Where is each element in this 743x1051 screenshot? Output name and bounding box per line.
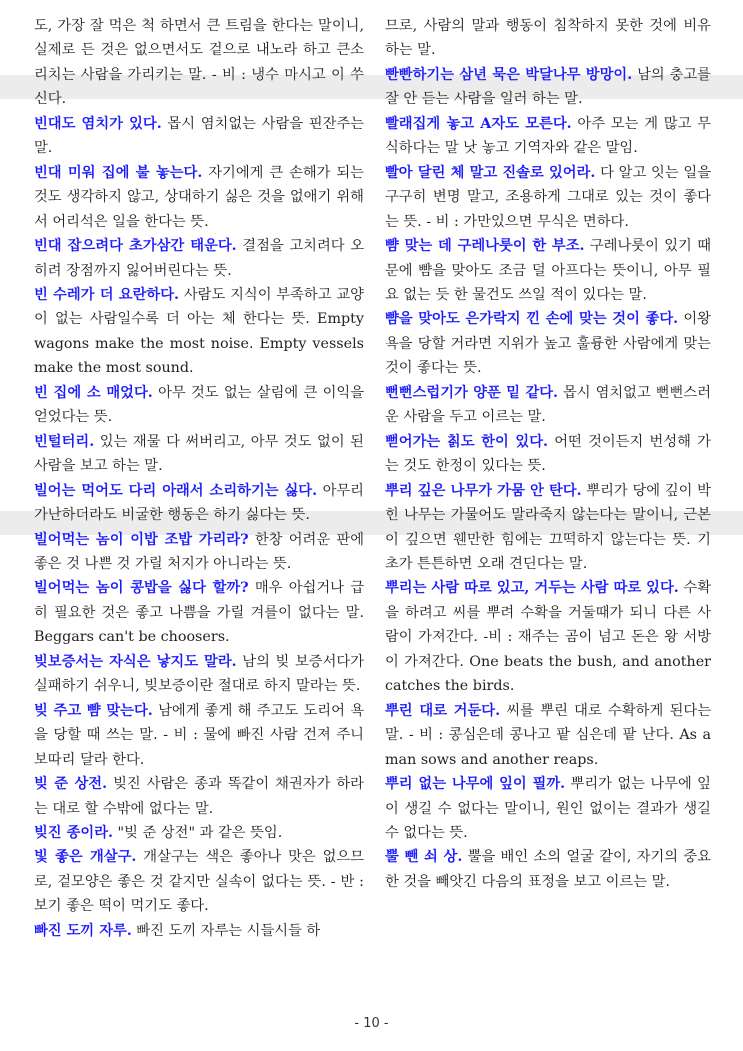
proverb-entry [34, 381, 364, 430]
proverb-entry [34, 528, 364, 577]
proverb-term: 빚 주고 뺨 맞는다. [34, 702, 153, 719]
proverb-entry [385, 479, 711, 577]
proverb-entry [34, 576, 364, 649]
proverb-term: 빈대도 염치가 있다. [34, 115, 162, 132]
proverb-term: 빈 수레가 더 요란하다. [34, 286, 180, 303]
proverb-entry [34, 845, 364, 918]
proverb-definition: 빠진 도끼 자루는 시들시들 하 [131, 922, 321, 939]
proverb-entry [34, 161, 364, 234]
proverb-definition: 결점을 고치려다 오히려 장점까지 잃어버린다는 뜻. [34, 238, 365, 279]
proverb-term: 빤빤하기는 삼년 묵은 박달나무 방망이. [385, 66, 633, 83]
proverb-definition: 몹시 염치없고 뻔뻔스러운 사람을 두고 이르는 말. [385, 384, 711, 426]
proverb-term: 뿌리는 사람 따로 있고, 거두는 사람 따로 있다. [385, 580, 679, 597]
proverb-definition: 므로, 사람의 말과 행동이 침착하지 못한 것에 비유하는 말. [385, 18, 711, 59]
proverb-term: 뿔 뺀 쇠 상. [385, 849, 463, 866]
proverb-entry [34, 699, 364, 772]
proverb-definition: 사람도 지식이 부족하고 교양이 없는 사람일수록 더 아는 체 한다는 뜻. Empty wagons make the most noise. Empty vessels make the most sound. [34, 286, 364, 377]
proverb-entry [34, 821, 364, 845]
proverb-term: 빨아 달린 체 말고 진솔로 있어라. [385, 164, 596, 181]
proverb-definition: 아무 것도 없는 살림에 큰 이익을 얻었다는 뜻. [34, 384, 364, 426]
proverb-definition: 개살구는 색은 좋아나 맛은 없으므로, 겉모양은 좋은 것 같지만 실속이 없다는 뜻. - 반 : 보기 좋은 떡이 먹기도 좋다. [34, 849, 364, 915]
proverb-term: 빈털터리. [34, 433, 95, 450]
proverb-definition: 다 알고 잇는 일을 구구히 변명 말고, 조용하게 그대로 있는 것이 좋다는 뜻. - 비 : 가만있으면 무식은 면하다. [385, 164, 711, 230]
proverb-definition: 몹시 염치없는 사람을 핀잔주는 말. [34, 115, 365, 157]
proverb-definition: 자기에게 큰 손해가 되는 것도 생각하지 않고, 상대하기 싫은 것을 없애기 위해서 어리석은 일을 한다는 뜻. [34, 164, 364, 230]
proverb-term: 빈대 잡으려다 초가삼간 태운다. [34, 238, 237, 255]
proverb-definition: "빚 준 상전" 과 같은 뜻임. [113, 824, 283, 841]
proverb-entry [385, 161, 711, 234]
proverb-entry [34, 479, 364, 528]
proverb-term: 빈대 미워 집에 불 놓는다. [34, 164, 203, 181]
proverb-term: 뿌린 대로 거둔다. [385, 702, 501, 719]
proverb-term: 뺨을 맞아도 은가락지 낀 손에 맞는 것이 좋다. [385, 311, 679, 328]
proverb-definition: 남에게 좋게 해 주고도 도리어 욕을 당할 때 쓰는 말. - 비 : 물에 빠진 사람 건져 주니 보따리 달라 한다. [34, 702, 364, 768]
proverb-entry [385, 772, 711, 845]
proverb-term: 빨래집게 놓고 A자도 모른다. [385, 115, 572, 132]
right-column [385, 14, 711, 894]
proverb-entry [34, 430, 364, 479]
proverb-term: 빌어먹는 놈이 이밥 조밥 가리라? [34, 531, 249, 548]
proverb-term: 빌어먹는 놈이 콩밥을 싫다 할까? [34, 580, 249, 597]
proverb-definition: 구레나룻이 있기 때문에 뺨을 맞아도 조금 덜 아프다는 뜻이니, 아무 필요 없는 듯 한 물건도 쓰일 적이 있다는 말. [385, 238, 712, 303]
proverb-term: 뿌리 깊은 나무가 가뭄 안 탄다. [385, 482, 582, 499]
proverb-definition: 빚진 사람은 종과 똑같이 채권자가 하라는 대로 할 수밖에 없다는 말. [34, 776, 364, 817]
proverb-term: 뻔뻔스럽기가 양푼 밑 같다. [385, 384, 559, 401]
proverb-definition: 한창 어려운 판에 좋은 것 나쁜 것 가릴 처지가 아니라는 뜻. [34, 531, 365, 572]
proverb-entry [385, 112, 711, 161]
proverb-term: 빚진 종이라. [34, 824, 114, 841]
proverb-entry [385, 845, 711, 894]
proverb-entry [385, 699, 711, 772]
proverb-entry [385, 234, 711, 307]
proverb-entry [34, 919, 364, 943]
proverb-definition: 어떤 것이든지 번성해 가는 것도 한정이 있다는 뜻. [385, 433, 711, 475]
proverb-entry [34, 234, 364, 283]
proverb-entry [385, 430, 711, 479]
proverb-entry [34, 772, 364, 821]
proverb-entry [34, 650, 364, 699]
proverb-term: 빠진 도끼 자루. [34, 922, 132, 939]
proverb-definition: 매우 아쉽거나 급히 필요한 것은 좋고 나쁨을 가릴 겨를이 없다는 말. Beggars can't be choosers. [34, 580, 365, 646]
proverb-entry [385, 576, 711, 698]
proverb-term: 빌어는 먹어도 다리 아래서 소리하기는 싫다. [34, 482, 318, 499]
proverb-definition: 뿔을 배인 소의 얼굴 같이, 자기의 중요한 것을 빼앗긴 다음의 표정을 보고 이르는 말. [385, 849, 711, 890]
proverb-definition: 아주 모는 게 많고 무식하다는 말 낫 놓고 기역자와 같은 말임. [385, 115, 711, 157]
proverb-entry [34, 112, 364, 161]
proverb-term: 빈 집에 소 매었다. [34, 384, 153, 401]
proverb-term: 뺨 맞는 데 구레나룻이 한 부조. [385, 238, 585, 255]
proverb-entry [34, 283, 364, 381]
proverb-entry [385, 307, 711, 380]
proverb-entry [385, 14, 711, 63]
proverb-definition: 씨를 뿌린 대로 수확하게 된다는 말. - 비 : 콩심은데 콩나고 팥 심은데 팥 난다. As a man sows and another reaps. [385, 702, 712, 768]
proverb-definition: 남의 빚 보증서다가 실패하기 쉬우니, 빚보증이란 절대로 하지 말라는 뜻. [34, 653, 365, 695]
proverb-term: 빛 좋은 개살구. [34, 849, 137, 866]
proverb-definition: 수확을 하려고 씨를 뿌려 수확을 거둘때가 되니 다른 사람이 가져간다. -비 : 재주는 곰이 넘고 돈은 왕 서방이 가져간다. One beats the bush, and another catches the birds. [385, 580, 712, 695]
page-number: - 10 - [354, 1016, 389, 1031]
proverb-entry [385, 381, 711, 430]
proverb-definition: 있는 재물 다 써버리고, 아무 것도 없이 된 사람을 보고 하는 말. [34, 433, 364, 475]
proverb-definition: 뿌리가 당에 깊이 박힌 나무는 가물어도 말라죽지 않는다는 말이니, 근본이 깊으면 웬만한 힘에는 끄떡하지 않는다는 뜻. 기초가 튼튼하면 오래 견딘다는 말. [385, 482, 711, 572]
proverb-definition: 뿌리가 없는 나무에 잎이 생길 수 없다는 말이니, 원인 없이는 결과가 생길 수 없다는 뜻. [385, 776, 711, 841]
proverb-definition: 이왕 욕을 당할 거라면 지위가 높고 훌륭한 사람에게 맞는 것이 좋다는 뜻. [385, 311, 711, 377]
proverb-definition: 도, 가장 잘 먹은 척 하면서 큰 트림을 한다는 말이니, 실제로 든 것은 없으면서도 겉으로 내노라 하고 큰소리치는 사람을 가리키는 말. - 비 : 냉수 마시고 이 쑤신다. [34, 18, 364, 108]
proverb-term: 빚 준 상전. [34, 776, 108, 793]
proverb-term: 빚보증서는 자식은 낳지도 말라. [34, 653, 237, 670]
proverb-term: 뻗어가는 칡도 한이 있다. [385, 433, 549, 450]
proverb-entry [385, 63, 711, 112]
proverb-definition: 남의 충고를 잘 안 듣는 사람을 일러 하는 말. [385, 66, 711, 108]
proverb-definition: 아무리 가난하더라도 비굴한 행동은 하기 싫다는 뜻. [34, 482, 364, 524]
proverb-term: 뿌리 없는 나무에 잎이 필까. [385, 776, 566, 793]
proverb-entry [34, 14, 364, 112]
left-column [34, 14, 364, 943]
